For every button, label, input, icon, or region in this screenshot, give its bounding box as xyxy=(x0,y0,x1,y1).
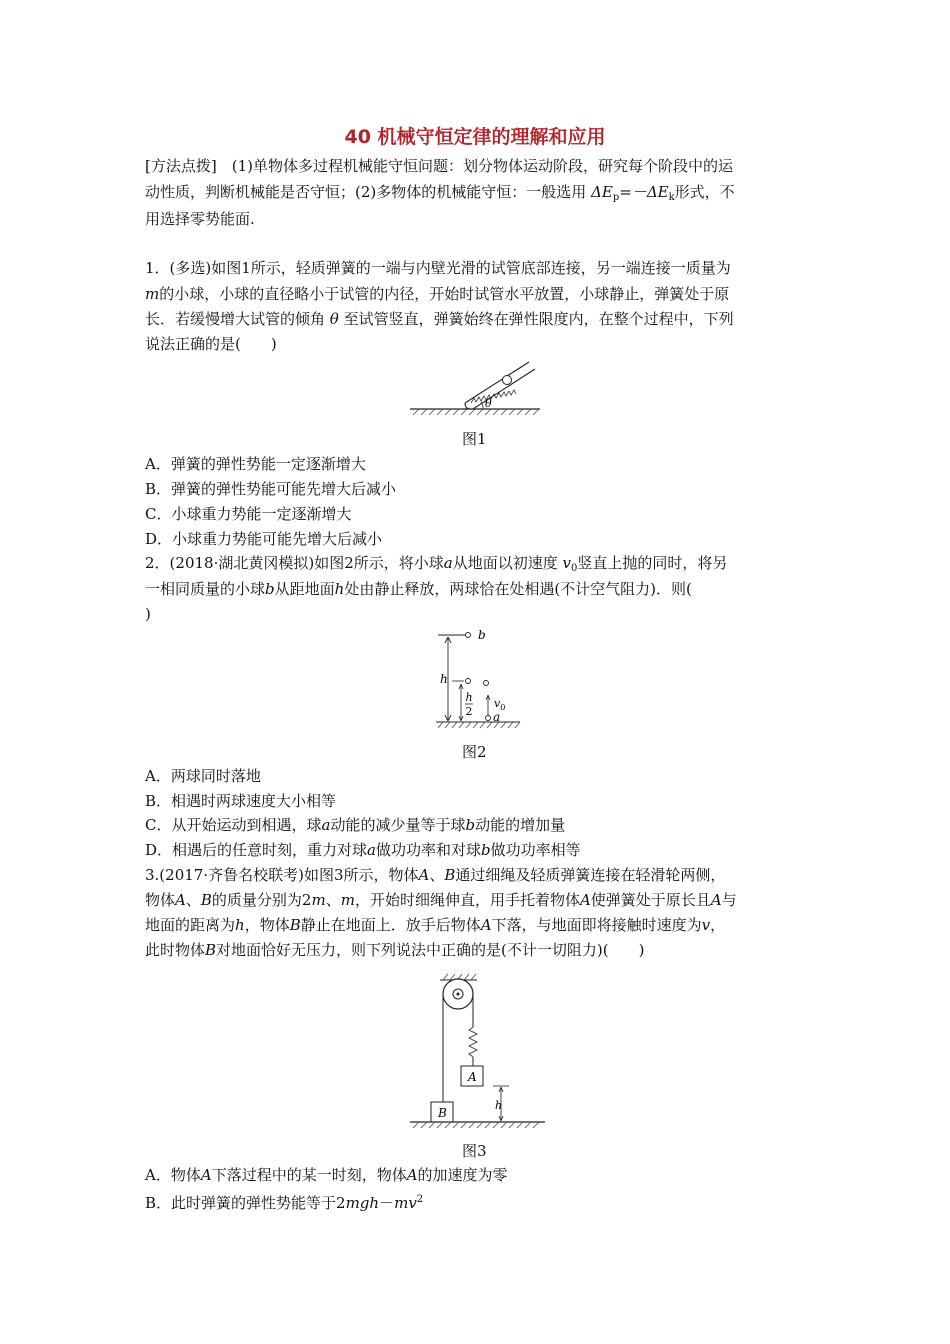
figure-1-theta-label: θ xyxy=(485,397,492,410)
figure-1-caption: 图1 xyxy=(462,430,487,448)
q1-line-4: 说法正确的是( ) xyxy=(145,335,277,353)
q1-line-3: 长．若缓慢增大试管的倾角 θ 至试管竖直，弹簧始终在弹性限度内，在整个过程中，下列 xyxy=(145,310,734,328)
figure-3-pulley-system xyxy=(405,972,555,1132)
figure-3-caption: 图3 xyxy=(462,1142,487,1160)
figure-2-two-balls xyxy=(428,628,528,732)
figure-2-h-label: h xyxy=(440,672,448,686)
q2-line-2: 一相同质量的小球b从距地面h处由静止释放，两球恰在处相遇(不计空气阻力)．则( xyxy=(145,580,692,598)
q3-line-2: 物体A、B的质量分别为2m、m，开始时细绳伸直，用手托着物体A使弹簧处于原长且A与 xyxy=(145,891,737,909)
figure-2-ball-a-label: a xyxy=(493,710,501,724)
figure-2-half-den: 2 xyxy=(465,705,473,718)
q2-line-3: ) xyxy=(145,605,151,623)
q3-line-1: 3.(2017·齐鲁名校联考)如图3所示，物体A、B通过细绳及轻质弹簧连接在轻滑轮两侧， xyxy=(145,866,726,884)
figure-3-block-a-label: A xyxy=(468,1070,477,1084)
figure-1-tilted-tube xyxy=(405,360,545,418)
page-title: 40 机械守恒定律的理解和应用 xyxy=(344,126,606,148)
figure-3-h-label: h xyxy=(495,1099,503,1112)
method-line-1: [方法点拨] (1)单物体多过程机械能守恒问题：划分物体运动阶段，研究每个阶段中的运 xyxy=(145,157,733,175)
figure-3-block-b-label: B xyxy=(438,1106,447,1120)
method-label: [方法点拨] xyxy=(145,157,217,175)
q1-option-b: B．弹簧的弹性势能可能先增大后减小 xyxy=(145,480,397,498)
figure-2-v0-label: $v_0$ xyxy=(494,697,506,712)
q1-option-a: A．弹簧的弹性势能一定逐渐增大 xyxy=(145,455,366,473)
figure-2-half-num: h xyxy=(465,691,473,704)
q3-line-4: 此时物体B对地面恰好无压力，则下列说法中正确的是(不计一切阻力)( ) xyxy=(145,941,645,959)
q2-option-a: A．两球同时落地 xyxy=(145,767,261,785)
q2-option-c: C．从开始运动到相遇，球a动能的减少量等于球b动能的增加量 xyxy=(145,816,566,834)
figure-2-caption: 图2 xyxy=(462,743,487,761)
q1-line-1: 1．(多选)如图1所示，轻质弹簧的一端与内壁光滑的试管底部连接，另一端连接一质量为 xyxy=(145,259,731,277)
method-line-3: 用选择零势能面. xyxy=(145,210,255,228)
q2-option-b: B．相遇时两球速度大小相等 xyxy=(145,792,337,810)
q1-option-d: D．小球重力势能可能先增大后减小 xyxy=(145,530,383,548)
method-line-2: 动性质，判断机械能是否守恒；(2)多物体的机械能守恒：一般选用 $\Delta E_p=-\Delta E_k$形式，不 xyxy=(145,183,735,203)
q2-line-1: 2．(2018·湖北黄冈模拟)如图2所示，将小球a从地面以初速度 $v_0$竖直上抛的同时，将另 xyxy=(145,554,728,574)
figure-2-ball-b-label: b xyxy=(478,628,486,642)
q3-option-b: B．此时弹簧的弹性势能等于$2mgh-mv^2$ xyxy=(145,1194,424,1212)
q2-option-d: D．相遇后的任意时刻，重力对球a做功功率和对球b做功功率相等 xyxy=(145,841,581,859)
q3-line-3: 地面的距离为h，物体B静止在地面上．放手后物体A下落，与地面即将接触时速度为v， xyxy=(145,916,726,934)
q3-option-a: A．物体A下落过程中的某一时刻，物体A的加速度为零 xyxy=(145,1166,508,1184)
q1-option-c: C．小球重力势能一定逐渐增大 xyxy=(145,505,352,523)
q1-line-2: m的小球，小球的直径略小于试管的内径，开始时试管水平放置，小球静止，弹簧处于原 xyxy=(145,285,730,303)
